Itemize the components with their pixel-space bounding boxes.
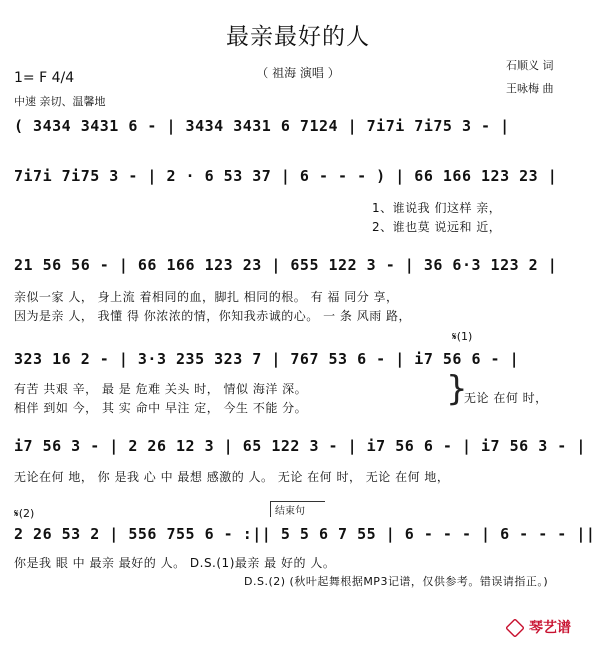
lyric-verse1-intro: 1、谁说我 们这样 亲， [372, 201, 502, 215]
notation-row-1: ( 3434 3431 6 - | 3434 3431 6 7124 | 7i7i 7i75 3 - | [14, 117, 510, 135]
lyricist-credit: 石顺义 词 [506, 59, 554, 72]
segno-2-marker: 𝄋(2) [14, 507, 35, 520]
ending-label: 结束句 [275, 506, 305, 517]
watermark-text: 琴艺谱 [529, 620, 571, 636]
composer-credit: 王咏梅 曲 [506, 82, 554, 95]
notation-row-2: 7i7i 7i75 3 - | 2 · 6 53 37 | 6 - - - ) | 66 166 123 23 | [14, 167, 558, 185]
lyric-row4-verse1: 有苦 共艰 辛， 最 是 危难 关头 时， 情似 海洋 深。 [14, 382, 308, 396]
watermark-logo-icon [505, 618, 525, 638]
lyric-row3-verse1: 亲似一家 人， 身上流 着相同的血，脚扎 相同的根。 有 福 同分 享， [14, 290, 399, 304]
notation-row-5: i7 56 3 - | 2 26 12 3 | 65 122 3 - | i7 56 6 - | i7 56 3 - | [14, 437, 586, 455]
lyric-row4-verse2: 相伴 到如 今， 其 实 命中 早注 定， 今生 不能 分。 [14, 401, 308, 415]
lyric-row6: 你是我 眼 中 最亲 最好的 人。 D.S.(1)最亲 最 好的 人。 [14, 556, 336, 570]
singer-credit: （ 祖海 演唱 ） [256, 66, 340, 80]
verse-brace: } [446, 369, 468, 409]
lyric-row4-refrain: 无论 在何 时， [464, 391, 548, 405]
lyric-row5: 无论在何 地， 你 是我 心 中 最想 感激的 人。 无论 在何 时， 无论 在何 地， [14, 470, 450, 484]
notation-row-3: 21 56 56 - | 66 166 123 23 | 655 122 3 - | 36 6·3 123 2 | [14, 256, 558, 274]
segno-1-marker: 𝄋(1) [452, 330, 473, 343]
ending-bracket [270, 501, 325, 517]
key-signature: 1= F 4/4 [14, 70, 75, 86]
tempo-marking: 中速 亲切、温馨地 [14, 95, 106, 108]
watermark [505, 617, 571, 638]
lyric-row3-verse2: 因为是亲 人， 我懂 得 你浓浓的情，你知我赤诚的心。 一 条 风雨 路， [14, 309, 412, 323]
notation-row-6: 2 26 53 2 | 556 755 6 - :|| 5 5 6 7 55 | 6 - - - | 6 - - - || [14, 525, 596, 543]
notation-row-4: 323 16 2 - | 3·3 235 323 7 | 767 53 6 - | i7 56 6 - | [14, 350, 520, 368]
song-title: 最亲最好的人 [226, 24, 370, 50]
ds2-note: D.S.(2) (秋叶起舞根据MP3记谱，仅供参考。错误请指正。) [244, 575, 549, 588]
lyric-verse2-intro: 2、谁也莫 说远和 近， [372, 220, 502, 234]
